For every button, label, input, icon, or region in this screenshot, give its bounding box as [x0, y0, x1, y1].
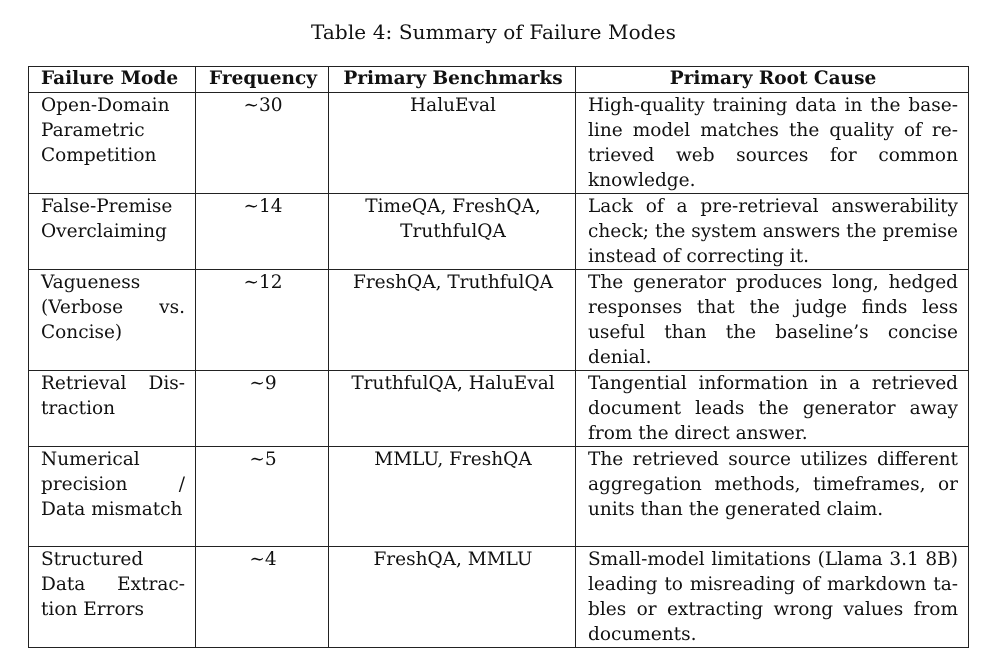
root-cause-cell: High-quality training data in the baseline model matches the quality of retrieved web sources for common knowledge. — [576, 93, 969, 194]
failure-mode-cell: Structured Data Extraction Errors — [29, 547, 196, 648]
table-row — [29, 371, 969, 447]
failure-mode-cell: Vagueness (Verbose vs. Concise) — [29, 270, 196, 371]
table-caption: Table 4: Summary of Failure Modes — [311, 20, 676, 44]
frequency-cell: ∼5 — [196, 447, 329, 547]
benchmarks-cell: FreshQA, TruthfulQA — [329, 270, 576, 371]
frequency-cell: ∼4 — [196, 547, 329, 648]
benchmarks-cell: TruthfulQA, HaluEval — [329, 371, 576, 447]
column-header-primary-benchmarks: Primary Benchmarks — [329, 67, 576, 93]
failure-modes-table — [28, 66, 969, 648]
root-cause-cell: The retrieved source utilizes different aggregation methods, timeframes, or units than the generated claim. — [576, 447, 969, 547]
table-header-row — [29, 67, 969, 93]
column-header-primary-root-cause: Primary Root Cause — [576, 67, 969, 93]
frequency-cell: ∼9 — [196, 371, 329, 447]
table-row — [29, 547, 969, 648]
benchmarks-cell: TimeQA, FreshQA, TruthfulQA — [329, 194, 576, 270]
table-row — [29, 270, 969, 371]
root-cause-cell: The generator produces long, hedged responses that the judge finds less useful than the baseline’s concise denial. — [576, 270, 969, 371]
failure-mode-cell: False-Premise Overclaiming — [29, 194, 196, 270]
column-header-frequency: Frequency — [196, 67, 329, 93]
root-cause-cell: Tangential information in a retrieved document leads the generator away from the direct answer. — [576, 371, 969, 447]
table-row — [29, 194, 969, 270]
failure-mode-cell: Numerical precision / Data mismatch — [29, 447, 196, 547]
benchmarks-cell: FreshQA, MMLU — [329, 547, 576, 648]
frequency-cell: ∼30 — [196, 93, 329, 194]
frequency-cell: ∼12 — [196, 270, 329, 371]
column-header-failure-mode: Failure Mode — [29, 67, 196, 93]
failure-mode-cell: Open-Domain Parametric Competition — [29, 93, 196, 194]
table-row — [29, 447, 969, 547]
table-row — [29, 93, 969, 194]
root-cause-cell: Lack of a pre-retrieval answerability check; the system answers the premise instead of correcting it. — [576, 194, 969, 270]
benchmarks-cell: HaluEval — [329, 93, 576, 194]
frequency-cell: ∼14 — [196, 194, 329, 270]
benchmarks-cell: MMLU, FreshQA — [329, 447, 576, 547]
root-cause-cell: Small-model limitations (Llama 3.1 8B) leading to misreading of markdown tables or extracting wrong values from documents. — [576, 547, 969, 648]
failure-mode-cell: Retrieval Distraction — [29, 371, 196, 447]
